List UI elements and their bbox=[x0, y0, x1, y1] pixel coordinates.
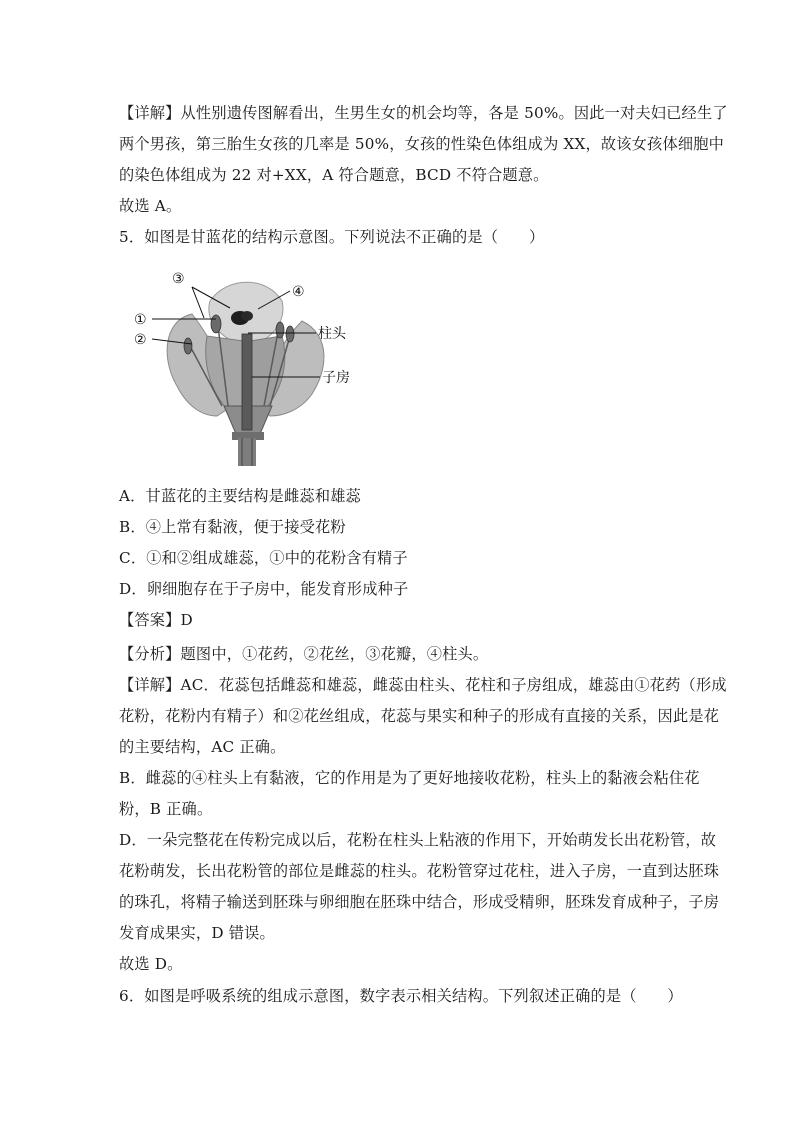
text-line: 两个男孩，第三胎生女孩的几率是 50%，女孩的性染色体组成为 XX，故该女孩体细胞中 bbox=[119, 135, 724, 153]
label-anther: ① bbox=[134, 312, 147, 328]
option-d: D．卵细胞存在于子房中，能发育形成种子 bbox=[119, 580, 409, 598]
label-filament: ② bbox=[134, 332, 147, 348]
text-line: 【详解】从性别遗传图解看出，生男生女的机会均等，各是 50%。因此一对夫妇已经生了 bbox=[119, 104, 728, 122]
label-stigma: 柱头 bbox=[318, 326, 346, 342]
text-line: 花粉萌发，长出花粉管的部位是雌蕊的柱头。花粉管穿过花柱，进入子房，一直到达胚珠 bbox=[119, 862, 720, 880]
text-line: 的主要结构，AC 正确。 bbox=[119, 738, 286, 756]
anther-shape bbox=[276, 322, 284, 338]
text-line: D．一朵完整花在传粉完成以后，花粉在柱头上粘液的作用下，开始萌发长出花粉管，故 bbox=[119, 831, 717, 849]
text-line: 花粉，花粉内有精子）和②花丝组成，花蕊与果实和种子的形成有直接的关系，因此是花 bbox=[119, 707, 720, 725]
anther-shape bbox=[184, 338, 192, 354]
option-c: C．①和②组成雄蕊，①中的花粉含有精子 bbox=[119, 549, 408, 567]
anther-shape bbox=[211, 315, 221, 333]
flower-structure-svg bbox=[132, 266, 372, 466]
cabbage-flower-diagram bbox=[132, 266, 372, 466]
option-a: A．甘蓝花的主要结构是雌蕊和雄蕊 bbox=[119, 487, 361, 505]
question-5-stem: 5．如图是甘蓝花的结构示意图。下列说法不正确的是（ ） bbox=[119, 228, 545, 246]
option-b: B．④上常有黏液，便于接受花粉 bbox=[119, 518, 346, 536]
analysis-line: 【分析】题图中，①花药，②花丝，③花瓣，④柱头。 bbox=[119, 645, 489, 663]
label-petal: ③ bbox=[172, 271, 185, 287]
text-line: 发育成果实，D 错误。 bbox=[119, 924, 275, 942]
stem-shape bbox=[238, 438, 256, 466]
text-line: 【详解】AC．花蕊包括雌蕊和雄蕊，雌蕊由柱头、花柱和子房组成，雄蕊由①花药（形成 bbox=[119, 676, 727, 694]
question-6-stem: 6．如图是呼吸系统的组成示意图，数字表示相关结构。下列叙述正确的是（ ） bbox=[119, 987, 683, 1005]
label-stigma-number: ④ bbox=[292, 284, 305, 300]
anther-shape bbox=[286, 326, 294, 342]
text-line: 故选 D。 bbox=[119, 955, 183, 973]
text-line: 的珠孔，将精子输送到胚珠与卵细胞在胚珠中结合，形成受精卵，胚珠发育成种子，子房 bbox=[119, 893, 720, 911]
ovary-shape bbox=[242, 334, 252, 430]
label-ovary: 子房 bbox=[322, 370, 350, 386]
text-line: 的染色体组成为 22 对+XX，A 符合题意，BCD 不符合题意。 bbox=[119, 166, 549, 184]
answer-line: 【答案】D bbox=[119, 611, 193, 629]
text-line: B．雌蕊的④柱头上有黏液，它的作用是为了更好地接收花粉，柱头上的黏液会粘住花 bbox=[119, 769, 700, 787]
text-line: 粉，B 正确。 bbox=[119, 800, 213, 818]
text-line: 故选 A。 bbox=[119, 197, 182, 215]
